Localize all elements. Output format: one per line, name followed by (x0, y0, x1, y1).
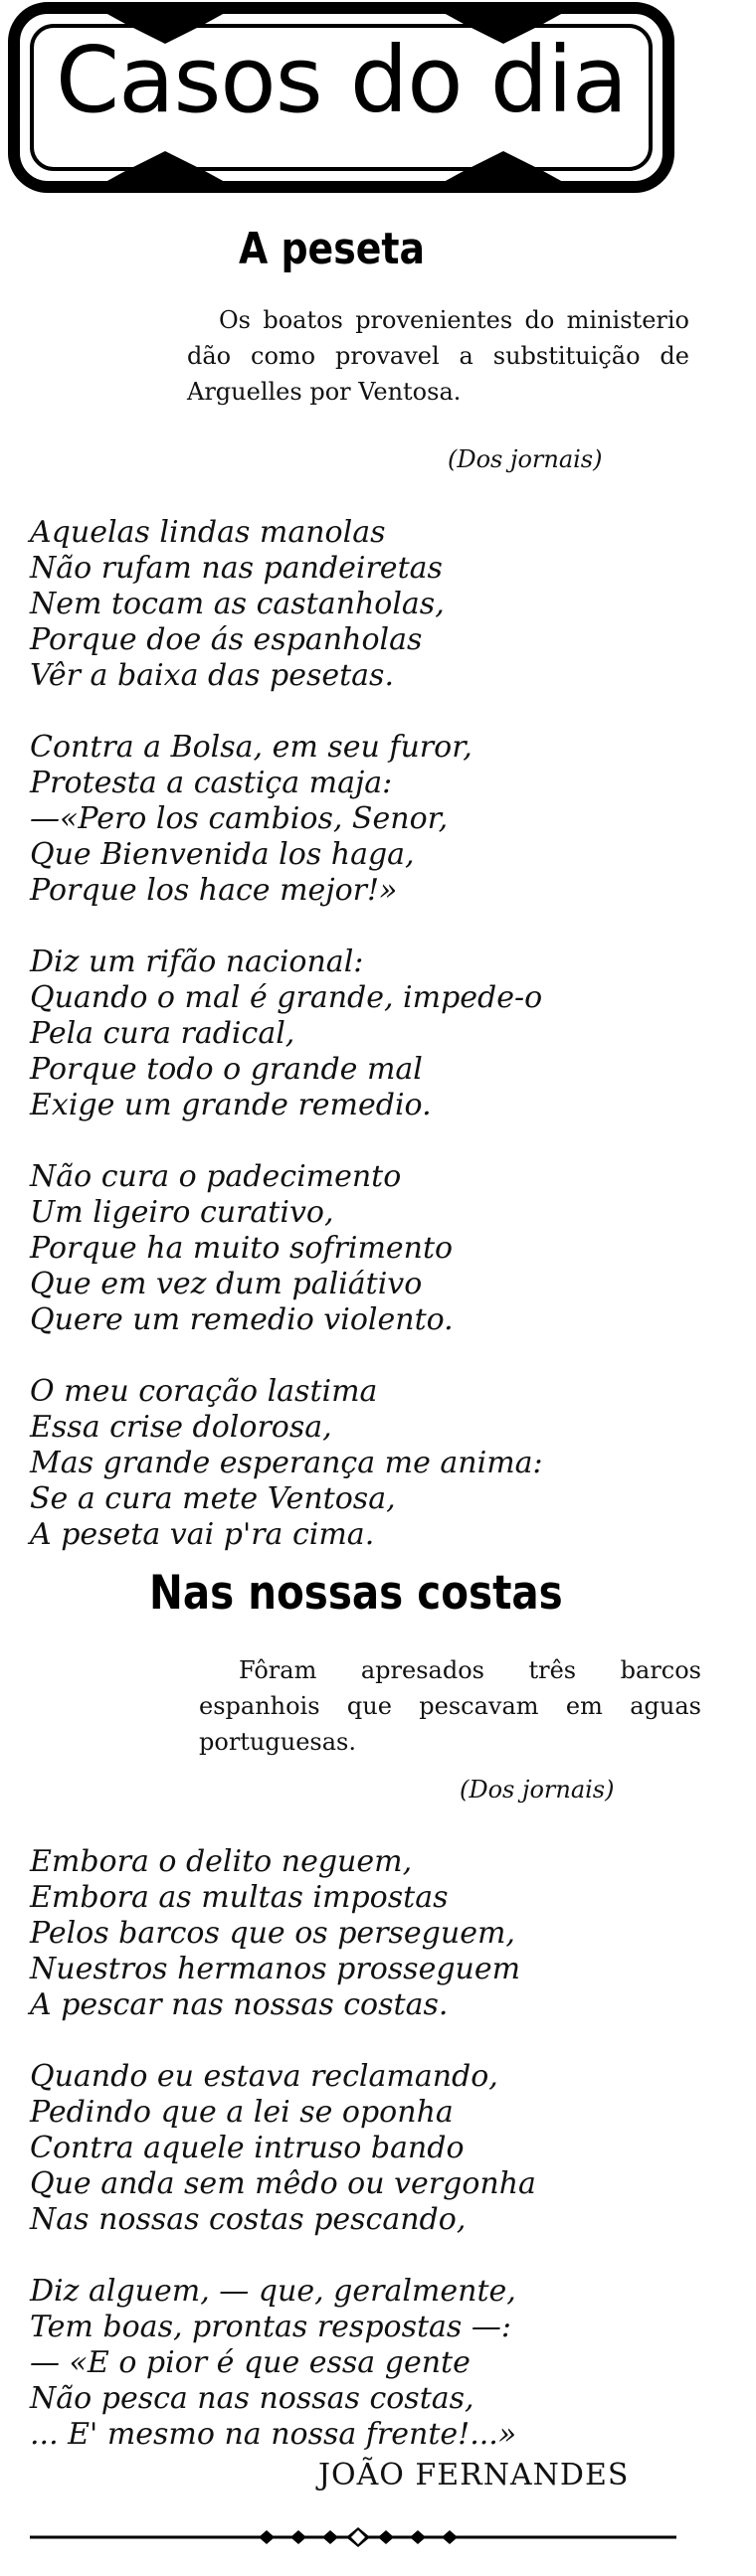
verse-line: Quere um remedio violento. (30, 1302, 454, 1337)
stanza (30, 2059, 536, 2238)
verse-line: A peseta vai p'ra cima. (30, 1517, 375, 1552)
verse-line: Quando eu estava reclamando, (30, 2059, 498, 2094)
verse-line: Nuestros hermanos prosseguem (30, 1952, 521, 1986)
article-lead: Os boatos provenientes do ministerio dão como provavel a substituição de Arguelles por Ventosa. (187, 306, 689, 406)
verse-line: —«Pero los cambios, Senor, (30, 801, 449, 836)
verse-line: Quando o mal é grande, impede-o (30, 980, 543, 1015)
author-signature: JOÃO FERNANDES (318, 2458, 630, 2492)
stanza (30, 945, 543, 1123)
ornamental-divider (30, 2527, 676, 2547)
verse-line: Porque todo o grande mal (30, 1052, 423, 1087)
verse-line: Mas grande esperança me anima: (30, 1446, 543, 1480)
verse-line: Contra aquele intruso bando (30, 2131, 465, 2165)
verse-line: Porque doe ás espanholas (30, 622, 423, 657)
verse-line: Porque ha muito sofrimento (30, 1231, 454, 1266)
verse-line: Porque los hace mejor!» (30, 873, 398, 908)
verse-line: O meu coração lastima (30, 1374, 378, 1409)
verse-line: Pedindo que a lei se oponha (30, 2095, 454, 2130)
verse-line: Não cura o padecimento (30, 1159, 402, 1194)
article-headline: Nas nossas costas (149, 1566, 563, 1621)
article-source: (Dos jornais) (460, 1776, 615, 1803)
verse-line: Protesta a castiça maja: (30, 766, 393, 800)
verse-line: Diz um rifão nacional: (30, 945, 364, 979)
article-headline: A peseta (239, 224, 426, 274)
verse-line: Vêr a baixa das pesetas. (30, 658, 394, 693)
stanza (30, 515, 543, 694)
verse-line: Diz alguem, — que, geralmente, (30, 2274, 516, 2309)
verse-line: Que anda sem mêdo ou vergonha (30, 2166, 536, 2201)
verse-line: Embora as multas impostas (30, 1880, 449, 1915)
verse-line: ... E' mesmo na nossa frente!...» (30, 2417, 517, 2452)
verse-line: Nas nossas costas pescando, (30, 2202, 467, 2237)
article-source: (Dos jornais) (448, 445, 603, 473)
stanza (30, 730, 543, 909)
verse-line: Essa crise dolorosa, (30, 1410, 332, 1445)
verse-line: Pelos barcos que os perseguem, (30, 1916, 515, 1951)
verse-line: Embora o delito neguem, (30, 1844, 413, 1879)
verse-line: Aquelas lindas manolas (30, 515, 386, 550)
verse-line: — «E o pior é que essa gente (30, 2345, 471, 2380)
verse-line: Tem boas, prontas respostas —: (30, 2310, 511, 2344)
verse-line: A pescar nas nossas costas. (30, 1987, 449, 2022)
verse-line: Se a cura mete Ventosa, (30, 1481, 396, 1516)
stanza (30, 1159, 543, 1338)
stanza (30, 1374, 543, 1553)
verse-line: Contra a Bolsa, em seu furor, (30, 730, 472, 765)
verse-line: Que Bienvenida los haga, (30, 837, 415, 872)
article-lead: Fôram apresados três barcos espanhois que pescavam em aguas portuguesas. (199, 1656, 701, 1756)
poem (30, 1844, 536, 2489)
poem (30, 515, 543, 1589)
masthead (6, 0, 676, 195)
verse-line: Um ligeiro curativo, (30, 1195, 334, 1230)
verse-line: Não pesca nas nossas costas, (30, 2381, 474, 2416)
stanza (30, 2274, 536, 2453)
verse-line: Exige um grande remedio. (30, 1088, 432, 1122)
verse-line: Que em vez dum paliátivo (30, 1267, 423, 1301)
verse-line: Pela cura radical, (30, 1016, 295, 1051)
verse-line: Nem tocam as castanholas, (30, 587, 445, 621)
verse-line: Não rufam nas pandeiretas (30, 551, 443, 586)
stanza (30, 1844, 536, 2023)
masthead-title: Casos do dia (55, 27, 628, 133)
